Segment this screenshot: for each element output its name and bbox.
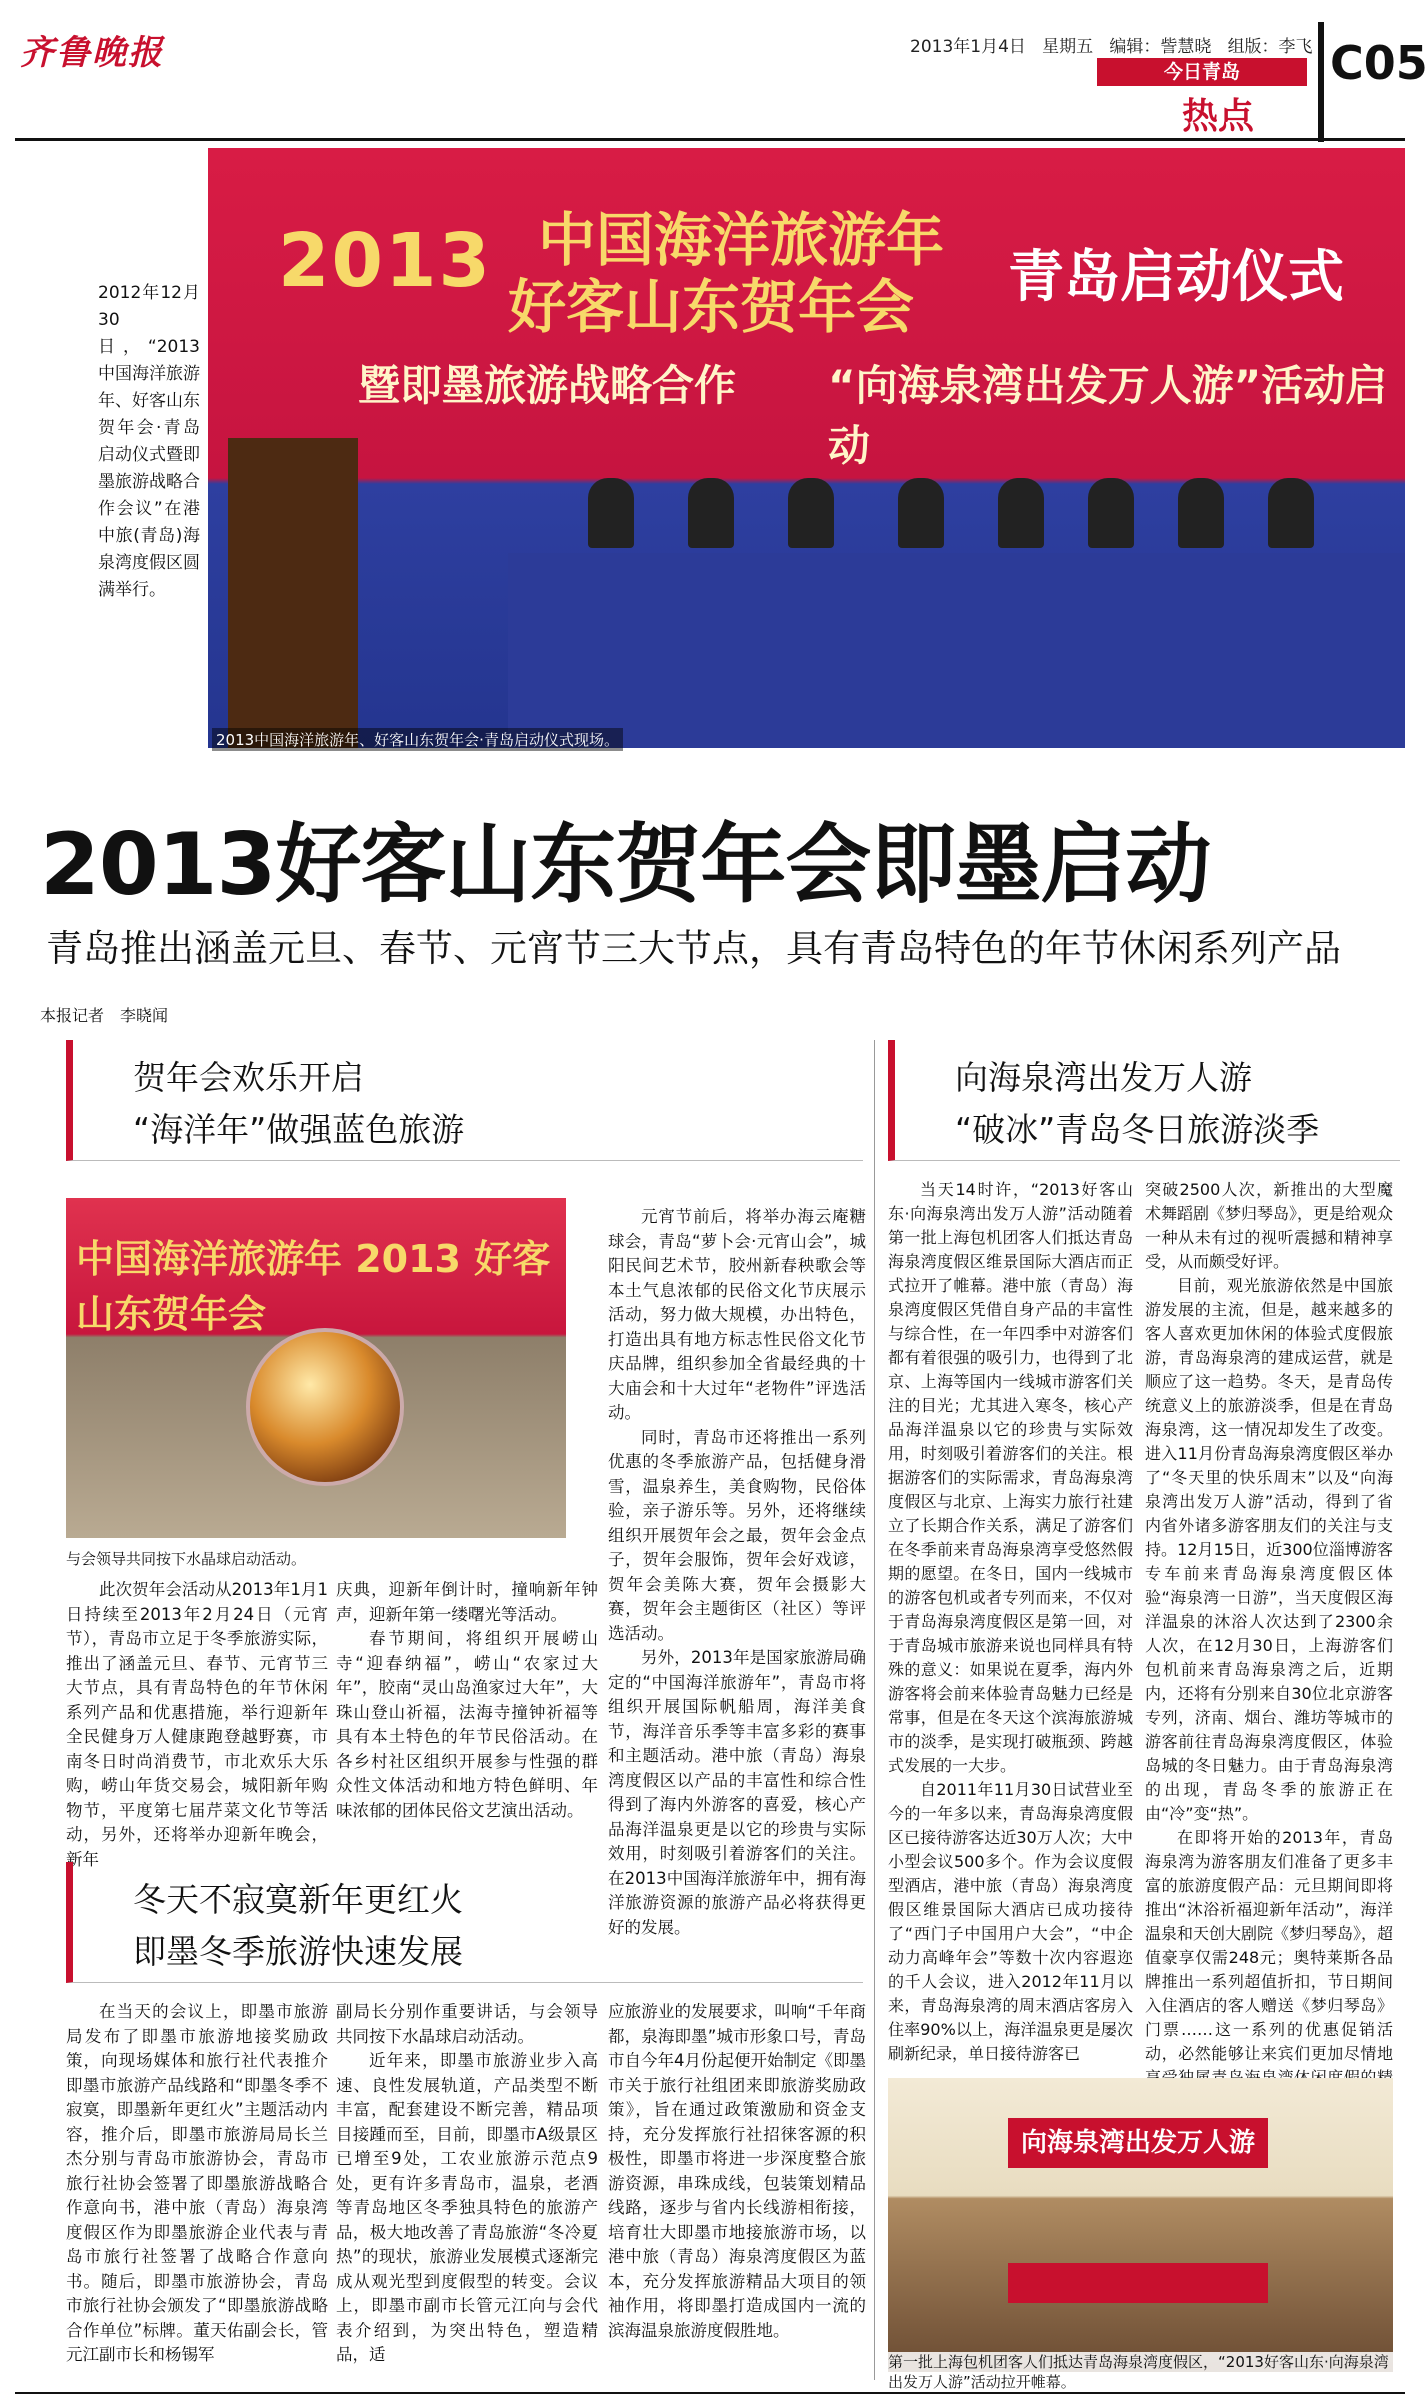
photo-banner-sub2: “向海泉湾出发万人游”活动启动 <box>828 361 1388 470</box>
person <box>588 478 634 548</box>
paragraph: 元宵节前后，将举办海云庵糖球会，青岛“萝卜会·元宵山会”，城阳民间艺术节，胶州新春秧歌会等本土气息浓郁的民俗文化节庆展示活动，努力做大规模，办出特色，打造出具有地方标志性民俗文化节庆品牌，组织参加全省最经典的十大庙会和十大过年“老物件”评选活动。 <box>608 1207 866 1422</box>
photo-banner-right: 青岛启动仪式 <box>1008 245 1344 310</box>
paragraph: 自2011年11月30日试营业至今的一年多以来，青岛海泉湾度假区已接待游客达近30万人次；大中小型会议500多个。作为会议度假型酒店，港中旅（青岛）海泉湾度假区维景国际大酒店已成功接待了“西门子中国用户大会”，“中企动力高峰年会”等数十次内容遐迩的千人会议，进入2012年11月以来，青岛海泉湾的周末酒店客房入住率90%以上，海洋温泉更是屡次刷新纪录，单日接待游客已 <box>888 1780 1133 2063</box>
layout-editor: 组版：李飞 <box>1227 37 1313 57</box>
paragraph: 在当天的会议上，即墨市旅游局发布了即墨市旅游地接奖励政策，向现场媒体和旅行社代表推介即墨市旅游产品线路和“即墨冬季不寂寞，即墨新年更红火”主题活动内容，推介后，即墨市旅游局局长兰杰分别与青岛市旅游协会，青岛市旅行社协会签署了即墨旅游战略合作意向书，港中旅（青岛）海泉湾度假区作为即墨旅游企业代表与青岛市旅行社签署了战略合作意向书。随后，即墨市旅游协会，青岛市旅行社协会颁发了“即墨旅游战略合作单位”标牌。董天佑副会长，管元江副市长和杨锡军 <box>66 2002 328 2364</box>
paragraph: 庆典，迎新年倒计时，撞响新年钟声，迎新年第一缕曙光等活动。 <box>336 1580 598 1624</box>
section1-title-line2: “海洋年”做强蓝色旅游 <box>133 1110 465 1149</box>
photo-banner-line2: 好客山东贺年会 <box>508 273 915 341</box>
paragraph: 另外，2013年是国家旅游局确定的“中国海洋旅游年”，青岛市将组织开展国际帆船周，海洋美食节，海洋音乐季等丰富多彩的赛事和主题活动。港中旅（青岛）海泉湾度假区以产品的丰富性和综合性得到了海内外游客的喜爱，核心产品海洋温泉更是以它的珍贵与实际效用，时刻吸引着游客们的关注。在2013中国海洋旅游年中，拥有海洋旅游资源的旅游产品必将获得更好的发展。 <box>608 1648 866 1937</box>
person <box>998 478 1044 548</box>
person <box>1088 478 1134 548</box>
person <box>1178 478 1224 548</box>
main-photo <box>208 148 1405 748</box>
paragraph: 近年来，即墨市旅游业步入高速、良性发展轨道，产品类型不断丰富，配套建设不断完善，精品项目接踵而至，目前，即墨市A级景区已增至9处，工农业旅游示范点9处，更有许多青岛市，温泉，老酒等青岛地区冬季独具特色的旅游产品，极大地改善了青岛旅游“冬冷夏热”的现状，旅游业发展模式逐渐完成从观光型到度假型的转变。会议上，即墨市副市长管元江向与会代表介绍到，为突出特色，塑造精品，适 <box>336 2051 598 2364</box>
section3-column3 <box>608 2000 866 2343</box>
footer-divider <box>15 2392 1405 2394</box>
section1-title <box>66 1040 863 1161</box>
main-photo-caption: 2013中国海洋旅游年、好客山东贺年会·青岛启动仪式现场。 <box>212 728 623 751</box>
editor: 编辑：訾慧晓 <box>1109 37 1212 57</box>
section3-title <box>66 1862 863 1983</box>
crystal-ball <box>246 1328 404 1486</box>
masthead-logo: 齐鲁晚报 <box>20 33 164 73</box>
photo3-banner-lower <box>1008 2263 1268 2303</box>
section3-title-line1: 冬天不寂寞新年更红火 <box>133 1880 463 1919</box>
ceremony-photo-caption: 与会领导共同按下水晶球启动活动。 <box>66 1550 307 1568</box>
subheadline: 青岛推出涵盖元旦、春节、元宵节三大节点，具有青岛特色的年节休闲系列产品 <box>46 927 1341 970</box>
section3-column1 <box>66 2000 328 2368</box>
person <box>898 478 944 548</box>
paragraph: 目前，观光旅游依然是中国旅游发展的主流，但是，越来越多的客人喜欢更加休闲的体验式度假旅游，青岛海泉湾的建成运营，就是顺应了这一趋势。冬天，是青岛传统意义上的旅游淡季，但是在青岛海泉湾，这一情况却发生了改变。进入11月份青岛海泉湾度假区举办了“冬天里的快乐周末”以及“向海泉湾出发万人游”活动，得到了省内省外诸多游客朋友们的关注与支持。12月15日，近300位淄博游客专车前来青岛海泉湾度假区体验“海泉湾一日游”，当天度假区海洋温泉的沐浴人次达到了2300余人次，在12月30日，上海游客们包机前来青岛海泉湾之后，近期内，还将有分别来自30位北京游客专列，济南、烟台、潍坊等城市的游客前往青岛海泉湾度假区，体验岛城的冬日魅力。由于青岛海泉湾的出现，青岛冬季的旅游正在由“冷”变“热”。 <box>1145 1276 1393 1823</box>
section2-column1 <box>888 1178 1133 2066</box>
byline: 本报记者 李晓闻 <box>40 1006 169 1025</box>
paragraph: 副局长分别作重要讲话，与会领导共同按下水晶球启动活动。 <box>336 2002 598 2046</box>
tour-group-photo-caption: 第一批上海包机团客人们抵达青岛海泉湾度假区，“2013好客山东·向海泉湾出发万人游”活动拉开帷幕。 <box>888 2352 1393 2392</box>
paragraph: 在即将开始的2013年，青岛海泉湾为游客朋友们准备了更多丰富的旅游度假产品：元旦期间即将推出“沐浴祈福迎新年活动”，海洋温泉和天创大剧院《梦归琴岛》，超值豪享仅需248元；奥特莱斯各品牌推出一系列超值折扣，节日期间入住酒店的客人赠送《梦归琴岛》门票……这一系列的优惠促销活动，必然能够让来宾们更加尽情地 <box>1145 1828 1394 2063</box>
paragraph: 同时，青岛市还将推出一系列优惠的冬季旅游产品，包括健身滑雪，温泉养生，美食购物，民俗体验，亲子游乐等。另外，还将继续组织开展贺年会之最，贺年会金点子，贺年会服饰，贺年会好戏谚，贺年会美陈大赛，贺年会摄影大赛，贺年会主题街区（社区）等评选活动。 <box>608 1427 866 1643</box>
photo-banner-line1: 中国海洋旅游年 <box>538 206 945 274</box>
paragraph: 应旅游业的发展要求，叫响“千年商都，泉海即墨”城市形象口号，青岛市自今年4月份起便开始制定《即墨市关于旅行社组团来即旅游奖励政策》，旨在通过政策激励和资金支持，充分发挥旅行社招徕客源的积极性，即墨市将进一步深度整合旅游资源，串珠成线，包装策划精品线路，逐步与省内长线游相衔接，培育壮大即墨市地接旅游市场，以港中旅（青岛）海泉湾度假区为蓝本，充分发挥旅游精品大项目的领袖作用，将即墨打造成国内一流的滨海温泉旅游度假胜地。 <box>608 2002 866 2340</box>
page-number: C05 <box>1330 36 1428 90</box>
header-divider <box>15 138 1405 141</box>
section2-title <box>888 1040 1400 1161</box>
headline: 2013好客山东贺年会即墨启动 <box>40 815 1211 915</box>
person <box>788 478 834 548</box>
dateline <box>910 32 1313 57</box>
photo3-banner: 向海泉湾出发万人游 <box>1008 2118 1268 2168</box>
section2-title-line2: “破冰”青岛冬日旅游淡季 <box>955 1110 1320 1149</box>
podium <box>228 438 358 748</box>
page-bar <box>1318 22 1324 142</box>
photo-banner-sub1: 暨即墨旅游战略合作 <box>358 361 737 410</box>
section-label: 今日青岛 <box>1097 58 1307 86</box>
date: 2013年1月4日 <box>910 37 1026 57</box>
weekday: 星期五 <box>1042 37 1094 57</box>
paragraph: 春节期间，将组织开展崂山寺“迎春纳福”，崂山“农家过大年”，胶南“灵山岛渔家过大年”，大珠山登山祈福，法海寺撞钟祈福等具有本土特色的年节民俗活动。在各乡村社区组织开展参与性强的群众性文体活动和地方特色鲜明、年味浓郁的团体民俗文艺演出活动。 <box>336 1629 598 1820</box>
section2-title-line1: 向海泉湾出发万人游 <box>955 1058 1252 1097</box>
photo-banner-year: 2013 <box>278 218 492 304</box>
section1-column1 <box>66 1578 328 1872</box>
person <box>688 478 734 548</box>
person <box>1268 478 1314 548</box>
section3-column2 <box>336 2000 598 2368</box>
column-divider <box>874 1040 875 2380</box>
section1-column2 <box>336 1578 598 1823</box>
paragraph: 此次贺年会活动从2013年1月1日持续至2013年2月24日（元宵节），青岛市立足于冬季旅游实际，推出了涵盖元旦、春节、元宵节三大节点，具有青岛特色的年节休闲系列产品和优惠措施，举行迎新年全民健身万人健康跑登越野赛，市南冬日时尚消费节，市北欢乐大乐购，崂山年货交易会，城阳新年购物节，平度第七届芹菜文化节等活动，另外，还将举办迎新年晚会，新年 <box>66 1580 328 1869</box>
ceremony-photo <box>66 1198 566 1538</box>
paragraph: 当天14时许，“2013好客山东·向海泉湾出发万人游”活动随着第一批上海包机团客人们抵达青岛海泉湾度假区维景国际大酒店而正式拉开了帷幕。港中旅（青岛）海泉湾度假区凭借自身产品的丰富性与综合性，在一年四季中对游客们都有着很强的吸引力，也得到了北京、上海等国内一线城市游客们关注的目光；尤其进入寒冬，核心产品海洋温泉以它的珍贵与实际效用，时刻吸引着游客们的关注。根据游客们的实际需求，青岛海泉湾度假区与北京、上海实力旅行社建立了长期合作关系，满足了游客们在冬季前来青岛海泉湾享受悠然假期的愿望。在冬日，国内一线城市的游客包机或者专列而来，不仅对于青岛海泉湾度假区是第一回，对于青岛城市旅游来说也同样具有特殊的意义：如果说在夏季，海内外游客将会前来体验青岛魅力已经是常事，但是在冬天这个滨海旅游城市的淡季，是实现打破瓶颈、跨越式发展的一大步。 <box>888 1180 1133 1775</box>
section3-title-line2: 即墨冬季旅游快速发展 <box>133 1932 463 1971</box>
intro-text: 2012年12月30日，“2013中国海洋旅游年、好客山东贺年会·青岛启动仪式暨即墨旅游战略合作会议”在港中旅(青岛)海泉湾度假区圆满举行。 <box>98 283 200 600</box>
tour-group-photo <box>888 2078 1393 2372</box>
section2-column2 <box>1145 1178 1393 2114</box>
section1-column3 <box>608 1205 866 1940</box>
photo2-banner: 中国海洋旅游年 2013 好客山东贺年会 <box>76 1237 551 1336</box>
section1-title-line1: 贺年会欢乐开启 <box>133 1058 364 1097</box>
subsection-label: 热点 <box>1182 96 1255 137</box>
paragraph: 突破2500人次，新推出的大型魔术舞蹈剧《梦归琴岛》，更是给观众一种从未有过的视听震撼和精神享受，从而颇受好评。 <box>1145 1180 1394 1271</box>
head-table <box>508 553 1405 748</box>
